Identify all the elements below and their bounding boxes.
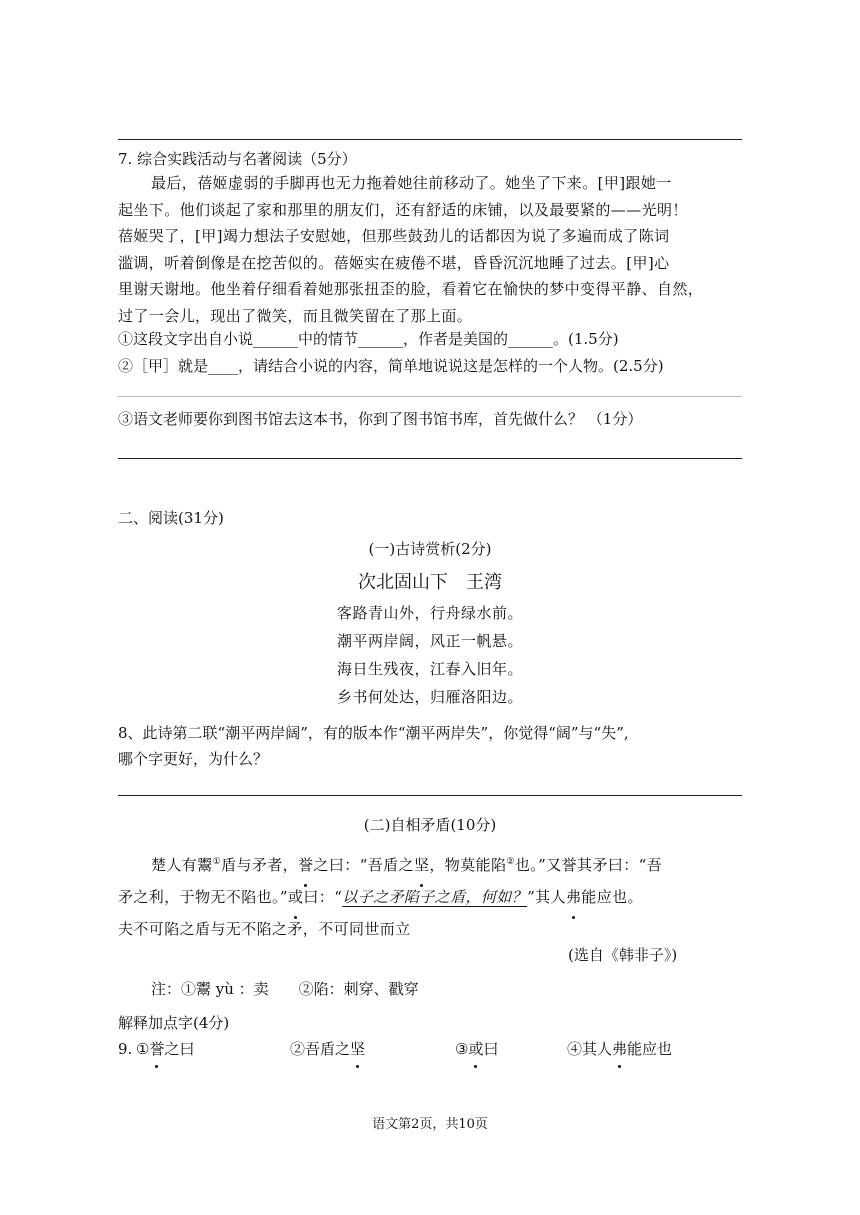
text: ③ (455, 1040, 469, 1058)
text: 盾与矛者， (221, 856, 299, 874)
excerpt-line: 最后，蓓姬虚弱的手脚再也无力拖着她往前移动了。她坐了下来。[甲]跟她一 (151, 174, 672, 192)
text: ”其人 (527, 888, 566, 906)
poem-line: 客路青山外，行舟绿水前。 (336, 604, 523, 622)
classical-passage (118, 846, 742, 945)
dotted-char: 弗 (612, 1036, 627, 1062)
dotted-char: 或 (288, 881, 303, 913)
text: 能应也 (627, 1040, 673, 1058)
text: ① (136, 1040, 150, 1058)
question-9-item (567, 1036, 672, 1062)
novel-excerpt (118, 170, 742, 330)
text: ②吾盾之 (290, 1040, 351, 1058)
instruction: 解释加点字(4分) (118, 1014, 230, 1032)
source-citation: (选自《韩非子》) (568, 946, 678, 964)
dotted-char: 或 (468, 1036, 483, 1062)
question-9-item (136, 1036, 194, 1062)
dotted-char: 弗 (566, 881, 581, 913)
dotted-char: 誉 (298, 849, 313, 881)
annotation-note: 注：①鬻 yù ：卖 ②陷：刺穿、戳穿 (151, 980, 419, 998)
section-heading: 二、阅读(31分) (118, 509, 224, 527)
answer-line (118, 139, 742, 140)
underlined-sentence: 以子之矛陷子之盾，何如？ (342, 888, 528, 906)
text: 之曰：“吾盾之 (313, 856, 414, 874)
question-8-line: 8、此诗第二联“潮平两岸阔”，有的版本作“潮平两岸失”，你觉得“阔”与“失”, (118, 724, 629, 742)
poem-line: 潮平两岸阔，风正一帆悬。 (336, 632, 523, 650)
excerpt-line: 里谢天谢地。他坐着仔细看着她那张扭歪的脸，看着它在愉快的梦中变得平静、自然， (118, 280, 704, 299)
answer-line (118, 396, 742, 397)
text: 之曰 (164, 1040, 195, 1058)
part-title: (一)古诗赏析(2分) (368, 540, 492, 558)
question-8-line: 哪个字更好，为什么？ (118, 750, 269, 768)
question-9-number: 9. (118, 1040, 133, 1058)
answer-line (118, 458, 742, 459)
dotted-char: 誉 (149, 1036, 164, 1062)
page-footer: 语文第2页，共10页 (372, 1117, 488, 1132)
text: 曰：“ (303, 888, 343, 906)
question-7-sub-2: ②［甲］就是____，请结合小说的内容，简单地说说这是怎样的一个人物。(2.5分) (118, 357, 664, 375)
passage-line: 夫不可陷之盾与无不陷之矛，不可同世而立 (118, 920, 411, 938)
passage-line (118, 846, 742, 881)
excerpt-line: 过了一会儿，现出了微笑，而且微笑留在了那上面。 (118, 306, 473, 325)
question-7-sub-3: ③语文老师要你到图书馆去这本书，你到了图书馆书库，首先做什么？ （1分） (118, 410, 643, 428)
excerpt-line: 起坐下。他们谈起了家和那里的朋友们，还有舒适的床铺，以及最要紧的——光明！ (118, 200, 688, 219)
text: ④其人 (567, 1040, 613, 1058)
question-7-sub-1: ①这段文字出自小说______中的情节______，作者是美国的______。(1.5分) (118, 330, 619, 348)
poem-line: 海日生残夜，江春入旧年。 (336, 660, 523, 678)
passage-line (118, 881, 742, 913)
question-9-item (290, 1036, 365, 1062)
footnote-marker: ① (212, 857, 222, 867)
dotted-char: 坚 (350, 1036, 365, 1062)
excerpt-line: 蓓姬哭了，[甲]竭力想法子安慰她，但那些鼓劲儿的话都因为说了多遍而成了陈词 (118, 227, 670, 246)
poem-title: 次北固山下 王湾 (358, 572, 502, 593)
part-title: (二)自相矛盾(10分) (363, 816, 497, 834)
text: 曰 (483, 1040, 499, 1058)
text: 也。”又誉其矛曰：“吾 (514, 856, 663, 874)
dotted-char: 坚 (414, 849, 429, 881)
poem-line: 乡书何处达，归雁洛阳边。 (336, 688, 523, 706)
text: ，物莫能陷 (429, 856, 507, 874)
question-9-item (455, 1036, 498, 1062)
question-7-title: 7. 综合实践活动与名著阅读（5分） (118, 150, 357, 168)
footnote-marker: ② (506, 857, 515, 867)
answer-line (118, 795, 742, 796)
excerpt-line: 滥调，听着倒像是在挖苦似的。蓓姬实在疲倦不堪，昏昏沉沉地睡了过去。[甲]心 (118, 253, 670, 272)
text: 矛之利，于物无不陷也。” (118, 888, 288, 906)
text: 能应也。 (581, 888, 643, 906)
text: 楚人有鬻 (151, 856, 213, 874)
